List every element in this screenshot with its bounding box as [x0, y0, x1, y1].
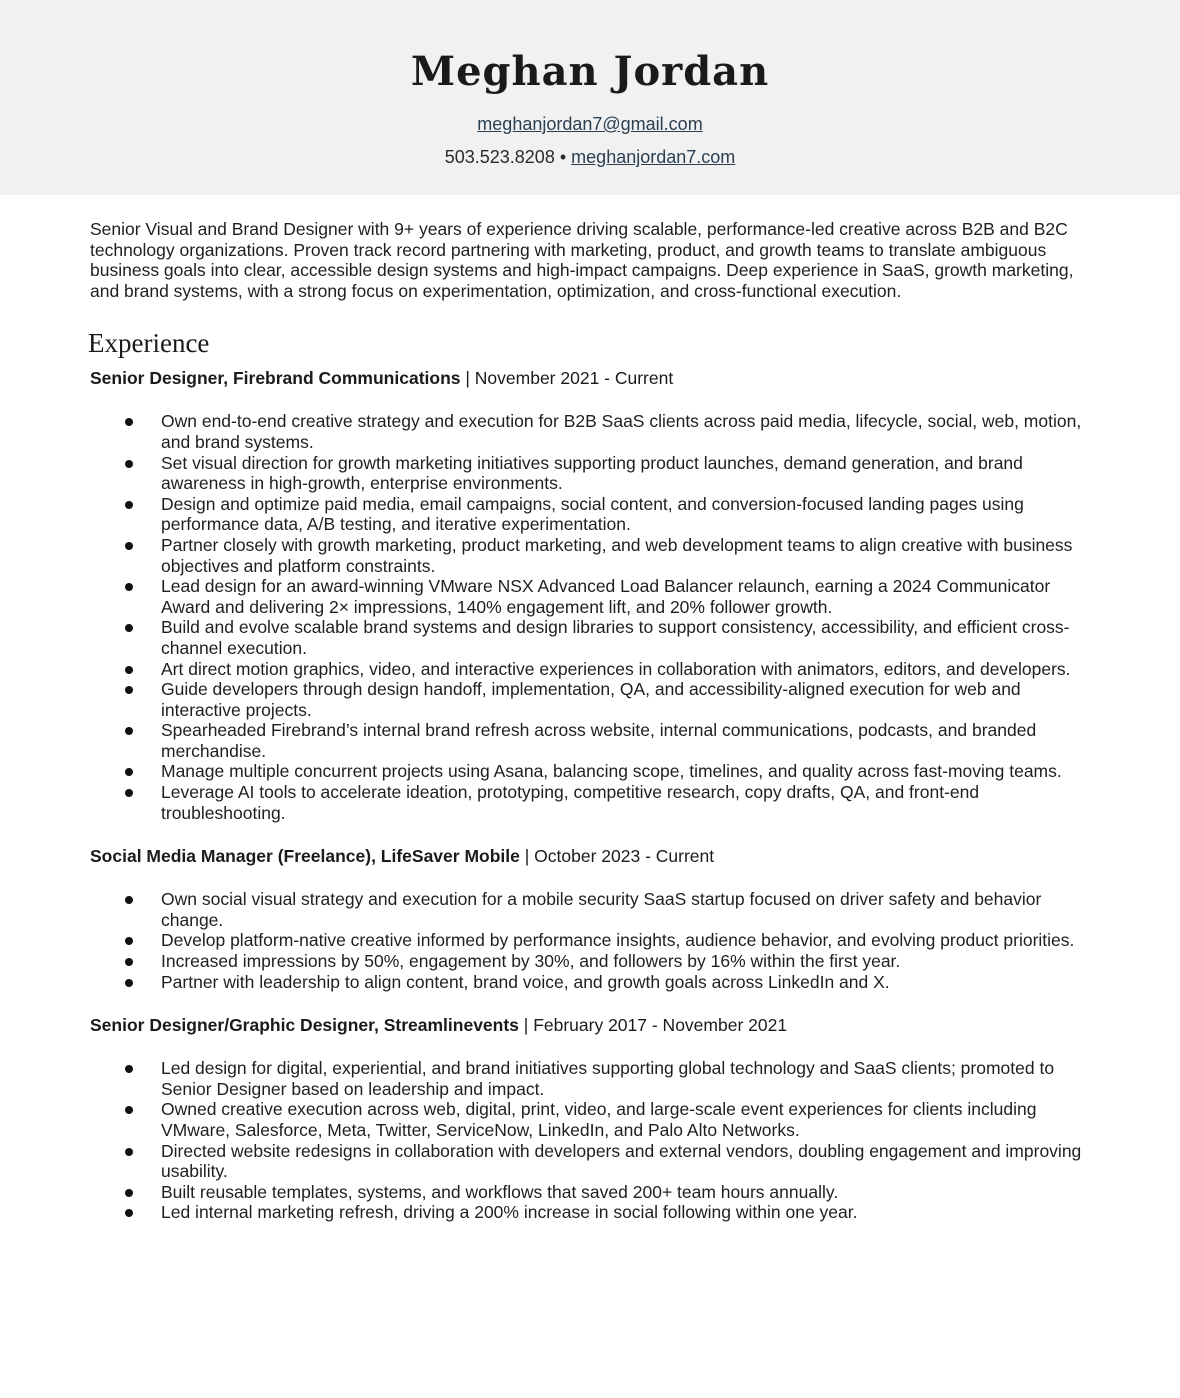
bullet-dot-icon [125, 1065, 133, 1073]
resume-header [0, 0, 1180, 195]
resume-body [0, 219, 1180, 1223]
bullet-item [90, 1182, 1090, 1203]
bullet-text: Manage multiple concurrent projects using Asana, balancing scope, timelines, and quality across fast-moving teams. [161, 761, 1062, 782]
bullet-dot-icon [125, 418, 133, 426]
professional-summary: Senior Visual and Brand Designer with 9+ years of experience driving scalable, performance-led creative across B2B and B2C technology organizations. Proven track record partnering with marketing, product, and growth teams to translate ambiguous business goals into clear, accessible design systems and high-impact campaigns. Deep experience in SaaS, growth marketing, and brand systems, with a strong focus on experimentation, optimization, and cross-functional execution. [90, 219, 1074, 301]
website-link[interactable]: meghanjordan7.com [571, 147, 736, 167]
bullet-dot-icon [125, 1148, 133, 1156]
bullet-text: Led design for digital, experiential, and brand initiatives supporting global technology and SaaS clients; promoted to Senior Designer based on leadership and impact. [161, 1058, 1055, 1099]
bullet-text: Design and optimize paid media, email campaigns, social content, and conversion-focused landing pages using performance data, A/B testing, and iterative experimentation. [161, 493, 1024, 535]
bullet-text: Spearheaded Firebrand’s internal brand refresh across website, internal communications, podcasts, and branded merchandise. [161, 720, 1037, 761]
bullet-item [90, 1058, 1090, 1099]
email-link[interactable]: meghanjordan7@gmail.com [477, 114, 703, 134]
contact-phone-line [0, 146, 1180, 168]
job-role: Senior Designer/Graphic Designer, Streamlinevents [90, 1015, 519, 1036]
bullet-dot-icon [125, 1106, 133, 1114]
experience-section-title: Experience [88, 328, 210, 359]
experience-list [90, 367, 1090, 1223]
bullet-dot-icon [125, 686, 133, 694]
bullet-dot-icon [125, 666, 133, 674]
bullet-item [90, 782, 1090, 823]
bullet-text: Leverage AI tools to accelerate ideation, prototyping, competitive research, copy drafts, QA, and front-end troubleshooting. [161, 782, 980, 823]
bullet-text: Set visual direction for growth marketing initiatives supporting product launches, demand generation, and brand awareness in high-growth, enterprise environments. [161, 452, 1023, 494]
bullet-dot-icon [125, 789, 133, 797]
phone-number: 503.523.8208 [444, 147, 555, 167]
job-bullet-list [90, 1058, 1090, 1223]
job-dates: | February 2017 - November 2021 [523, 1015, 788, 1036]
bullet-dot-icon [125, 460, 133, 468]
bullet-dot-icon [125, 958, 133, 966]
bullet-dot-icon [125, 583, 133, 591]
contact-separator: • [559, 147, 567, 167]
bullet-dot-icon [125, 1189, 133, 1197]
bullet-text: Increased impressions by 50%, engagement by 30%, and followers by 16% within the first year. [161, 951, 901, 972]
bullet-item [90, 617, 1090, 658]
bullet-item [90, 659, 1090, 680]
bullet-text: Owned creative execution across web, digital, print, video, and large-scale event experiences for clients including VMware, Salesforce, Meta, Twitter, ServiceNow, LinkedIn, and Palo Alto Networks. [161, 1099, 1037, 1140]
bullet-text: Directed website redesigns in collaboration with developers and external vendors, doubling engagement and improving usability. [161, 1140, 1082, 1182]
job-header [90, 367, 1090, 389]
bullet-item [90, 535, 1090, 576]
bullet-item [90, 930, 1090, 951]
bullet-dot-icon [125, 768, 133, 776]
bullet-dot-icon [125, 501, 133, 509]
bullet-dot-icon [125, 896, 133, 904]
bullet-item [90, 972, 1090, 993]
bullet-dot-icon [125, 542, 133, 550]
job-bullet-list [90, 411, 1090, 823]
bullet-text: Partner with leadership to align content, brand voice, and growth goals across LinkedIn and X. [161, 971, 890, 992]
job-dates: | November 2021 - Current [465, 368, 674, 389]
bullet-text: Own end-to-end creative strategy and execution for B2B SaaS clients across paid media, lifecycle, social, web, motion, and brand systems. [161, 411, 1082, 452]
bullet-item [90, 720, 1090, 761]
bullet-dot-icon [125, 1209, 133, 1217]
bullet-dot-icon [125, 937, 133, 945]
bullet-item [90, 411, 1090, 452]
bullet-item [90, 1202, 1090, 1223]
bullet-text: Own social visual strategy and execution for a mobile security SaaS startup focused on driver safety and behavior change. [161, 889, 1042, 930]
bullet-item [90, 889, 1090, 930]
bullet-text: Partner closely with growth marketing, product marketing, and web development teams to align creative with business objectives and platform constraints. [161, 534, 1073, 576]
bullet-item [90, 679, 1090, 720]
bullet-item [90, 1141, 1090, 1182]
job-entry [90, 845, 1090, 992]
job-entry [90, 367, 1090, 823]
bullet-text: Built reusable templates, systems, and workflows that saved 200+ team hours annually. [161, 1181, 839, 1202]
bullet-text: Led internal marketing refresh, driving a 200% increase in social following within one year. [161, 1202, 858, 1223]
bullet-item [90, 576, 1090, 617]
bullet-text: Build and evolve scalable brand systems and design libraries to support consistency, accessibility, and efficient cross-channel execution. [161, 617, 1070, 658]
job-header [90, 845, 1090, 867]
bullet-text: Guide developers through design handoff, implementation, QA, and accessibility-aligned execution for web and interactive projects. [161, 679, 1021, 720]
contact-email-line [0, 113, 1180, 135]
candidate-name: Meghan Jordan [410, 48, 770, 95]
bullet-item [90, 951, 1090, 972]
job-dates: | October 2023 - Current [524, 846, 715, 867]
job-header [90, 1014, 1090, 1036]
bullet-dot-icon [125, 624, 133, 632]
bullet-item [90, 453, 1090, 494]
bullet-text: Art direct motion graphics, video, and interactive experiences in collaboration with animators, editors, and developers. [161, 658, 1071, 679]
bullet-text: Lead design for an award-winning VMware NSX Advanced Load Balancer relaunch, earning a 2024 Communicator Award and delivering 2× impressions, 140% engagement lift, and 20% follower growth. [161, 576, 1051, 617]
bullet-dot-icon [125, 979, 133, 987]
bullet-item [90, 1099, 1090, 1140]
job-role: Senior Designer, Firebrand Communications [90, 368, 461, 389]
bullet-item [90, 494, 1090, 535]
job-role: Social Media Manager (Freelance), LifeSaver Mobile [90, 846, 520, 867]
bullet-text: Develop platform-native creative informed by performance insights, audience behavior, and evolving product priorities. [161, 930, 1075, 951]
job-entry [90, 1014, 1090, 1223]
job-bullet-list [90, 889, 1090, 992]
bullet-dot-icon [125, 727, 133, 735]
bullet-item [90, 761, 1090, 782]
